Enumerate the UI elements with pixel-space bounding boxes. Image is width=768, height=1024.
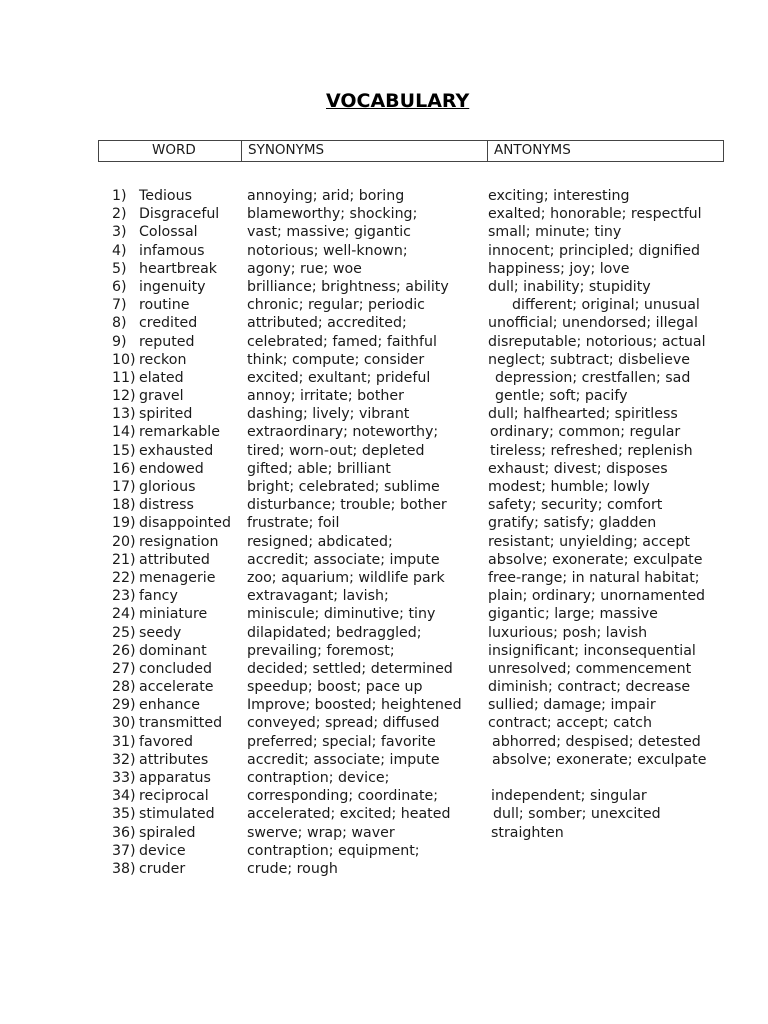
vocab-antonyms: neglect; subtract; disbelieve xyxy=(488,351,690,368)
header-word: WORD xyxy=(99,141,242,161)
vocab-word: menagerie xyxy=(139,569,216,586)
vocab-antonyms: innocent; principled; dignified xyxy=(488,242,701,259)
vocab-number: 36) xyxy=(112,824,136,841)
vocab-row xyxy=(0,187,768,205)
vocab-synonyms: crude; rough xyxy=(247,860,338,877)
vocab-synonyms: preferred; special; favorite xyxy=(247,733,436,750)
vocab-row xyxy=(0,351,768,369)
vocab-antonyms: gigantic; large; massive xyxy=(488,606,658,623)
vocab-row xyxy=(0,605,768,623)
vocab-word: credited xyxy=(139,315,198,332)
vocab-word: heartbreak xyxy=(139,260,217,277)
vocab-row xyxy=(0,587,768,605)
vocab-word: cruder xyxy=(139,860,186,877)
vocab-row xyxy=(0,296,768,314)
vocab-word: attributes xyxy=(139,751,209,768)
vocab-synonyms: extravagant; lavish; xyxy=(247,588,389,605)
vocab-number: 15) xyxy=(112,442,136,459)
column-header-table xyxy=(98,140,724,162)
vocab-row xyxy=(0,442,768,460)
vocab-antonyms: dull; inability; stupidity xyxy=(488,278,651,295)
vocab-antonyms: contract; accept; catch xyxy=(488,715,652,732)
vocab-number: 26) xyxy=(112,642,136,659)
vocab-synonyms: chronic; regular; periodic xyxy=(247,297,425,314)
vocab-synonyms: annoy; irritate; bother xyxy=(247,388,404,405)
vocab-word: reciprocal xyxy=(139,788,209,805)
vocab-number: 25) xyxy=(112,624,136,641)
vocab-number: 17) xyxy=(112,479,136,495)
vocab-row xyxy=(0,842,768,860)
vocab-number: 38) xyxy=(112,860,136,877)
vocab-synonyms: notorious; well-known; xyxy=(247,242,408,259)
vocabulary-list xyxy=(0,187,768,878)
vocab-word: Colossal xyxy=(139,224,198,241)
vocab-antonyms: sullied; damage; impair xyxy=(488,697,656,714)
header-antonyms: ANTONYMS xyxy=(494,142,571,158)
vocab-number: 33) xyxy=(112,770,136,786)
vocab-antonyms: ordinary; common; regular xyxy=(490,424,681,441)
vocab-row xyxy=(0,387,768,405)
vocab-antonyms: disreputable; notorious; actual xyxy=(488,333,706,350)
vocab-row xyxy=(0,860,768,878)
vocab-row xyxy=(0,460,768,478)
vocab-synonyms: speedup; boost; pace up xyxy=(247,679,423,696)
vocab-row xyxy=(0,787,768,805)
vocab-antonyms: dull; halfhearted; spiritless xyxy=(488,406,678,423)
vocab-synonyms: dashing; lively; vibrant xyxy=(247,406,410,423)
vocab-row xyxy=(0,824,768,842)
vocab-word: reputed xyxy=(139,333,195,350)
vocab-word: distress xyxy=(139,497,194,514)
vocab-number: 7) xyxy=(112,297,127,314)
vocab-word: concluded xyxy=(139,660,212,677)
vocab-word: glorious xyxy=(139,479,196,495)
vocab-row xyxy=(0,496,768,514)
vocab-synonyms: accredit; associate; impute xyxy=(247,751,440,768)
vocab-word: device xyxy=(139,842,186,859)
vocab-row xyxy=(0,405,768,423)
vocab-word: Tedious xyxy=(139,188,192,204)
vocab-number: 8) xyxy=(112,315,127,332)
vocab-antonyms: exalted; honorable; respectful xyxy=(488,206,702,223)
vocab-word: transmitted xyxy=(139,715,223,732)
vocab-number: 23) xyxy=(112,588,136,605)
vocab-row xyxy=(0,569,768,587)
vocab-antonyms: unofficial; unendorsed; illegal xyxy=(488,315,698,332)
vocab-synonyms: extraordinary; noteworthy; xyxy=(247,424,439,441)
vocab-antonyms: exciting; interesting xyxy=(488,188,630,204)
vocab-row xyxy=(0,805,768,823)
vocab-synonyms: agony; rue; woe xyxy=(247,260,362,277)
document-title: VOCABULARY xyxy=(326,90,470,112)
vocab-row xyxy=(0,696,768,714)
vocab-word: miniature xyxy=(139,606,208,623)
vocab-synonyms: annoying; arid; boring xyxy=(247,188,405,204)
vocab-synonyms: vast; massive; gigantic xyxy=(247,224,411,241)
vocab-word: resignation xyxy=(139,533,219,550)
vocab-number: 1) xyxy=(112,188,127,204)
vocab-synonyms: prevailing; foremost; xyxy=(247,642,395,659)
vocab-antonyms: diminish; contract; decrease xyxy=(488,679,691,696)
vocab-row xyxy=(0,533,768,551)
vocab-row xyxy=(0,478,768,496)
vocab-number: 16) xyxy=(112,460,136,477)
vocab-row xyxy=(0,333,768,351)
vocab-number: 20) xyxy=(112,533,136,550)
vocab-word: exhausted xyxy=(139,442,214,459)
vocab-number: 32) xyxy=(112,751,136,768)
vocab-number: 22) xyxy=(112,569,136,586)
vocab-row xyxy=(0,769,768,787)
vocab-synonyms: dilapidated; bedraggled; xyxy=(247,624,422,641)
vocab-word: fancy xyxy=(139,588,178,605)
vocab-number: 19) xyxy=(112,515,136,532)
vocab-antonyms: insignificant; inconsequential xyxy=(488,642,696,659)
vocab-antonyms: independent; singular xyxy=(491,788,647,805)
vocab-row xyxy=(0,642,768,660)
vocab-antonyms: free-range; in natural habitat; xyxy=(488,569,700,586)
vocab-number: 3) xyxy=(112,224,127,241)
vocab-number: 28) xyxy=(112,679,136,696)
vocab-word: apparatus xyxy=(139,770,211,786)
vocab-row xyxy=(0,423,768,441)
vocab-word: ingenuity xyxy=(139,278,206,295)
vocab-number: 12) xyxy=(112,388,136,405)
vocab-word: remarkable xyxy=(139,424,220,441)
vocab-antonyms: small; minute; tiny xyxy=(488,224,622,241)
vocab-antonyms: safety; security; comfort xyxy=(488,497,663,514)
vocab-number: 27) xyxy=(112,660,136,677)
vocab-number: 35) xyxy=(112,806,136,823)
vocab-row xyxy=(0,714,768,732)
vocab-number: 24) xyxy=(112,606,136,623)
vocab-row xyxy=(0,278,768,296)
vocab-antonyms: luxurious; posh; lavish xyxy=(488,624,648,641)
vocab-synonyms: celebrated; famed; faithful xyxy=(247,333,437,350)
vocab-row xyxy=(0,660,768,678)
vocab-antonyms: unresolved; commencement xyxy=(488,660,692,677)
vocab-antonyms: absolve; exonerate; exculpate xyxy=(488,551,703,568)
vocab-row xyxy=(0,624,768,642)
vocab-antonyms: exhaust; divest; disposes xyxy=(488,460,668,477)
vocab-antonyms: absolve; exonerate; exculpate xyxy=(492,751,707,768)
vocab-number: 37) xyxy=(112,842,136,859)
vocab-synonyms: think; compute; consider xyxy=(247,351,425,368)
vocab-row xyxy=(0,514,768,532)
vocab-word: endowed xyxy=(139,460,204,477)
vocab-row xyxy=(0,369,768,387)
vocab-number: 34) xyxy=(112,788,136,805)
vocab-number: 29) xyxy=(112,697,136,714)
vocab-synonyms: contraption; equipment; xyxy=(247,842,420,859)
vocab-antonyms: gratify; satisfy; gladden xyxy=(488,515,657,532)
vocab-row xyxy=(0,205,768,223)
vocab-synonyms: brilliance; brightness; ability xyxy=(247,278,449,295)
vocab-antonyms: different; original; unusual xyxy=(512,297,700,314)
vocab-number: 2) xyxy=(112,206,127,223)
vocab-antonyms: dull; somber; unexcited xyxy=(493,806,661,823)
vocab-row xyxy=(0,751,768,769)
vocab-synonyms: disturbance; trouble; bother xyxy=(247,497,447,514)
vocab-number: 5) xyxy=(112,260,127,277)
vocab-number: 18) xyxy=(112,497,136,514)
vocab-antonyms: happiness; joy; love xyxy=(488,260,630,277)
vocab-antonyms: resistant; unyielding; accept xyxy=(488,533,690,550)
vocab-word: gravel xyxy=(139,388,184,405)
vocab-word: Disgraceful xyxy=(139,206,220,223)
vocab-synonyms: tired; worn-out; depleted xyxy=(247,442,425,459)
vocab-antonyms: depression; crestfallen; sad xyxy=(495,369,691,386)
vocab-number: 11) xyxy=(112,369,136,386)
vocab-synonyms: attributed; accredited; xyxy=(247,315,407,332)
vocab-number: 13) xyxy=(112,406,136,423)
vocab-synonyms: accredit; associate; impute xyxy=(247,551,440,568)
vocab-word: accelerate xyxy=(139,679,214,696)
vocab-synonyms: miniscule; diminutive; tiny xyxy=(247,606,436,623)
header-synonyms: SYNONYMS xyxy=(242,141,488,161)
vocab-number: 6) xyxy=(112,278,127,295)
vocab-synonyms: zoo; aquarium; wildlife park xyxy=(247,569,445,586)
vocab-row xyxy=(0,242,768,260)
vocab-word: seedy xyxy=(139,624,182,641)
vocab-word: dominant xyxy=(139,642,207,659)
vocab-synonyms: blameworthy; shocking; xyxy=(247,206,418,223)
vocab-synonyms: gifted; able; brilliant xyxy=(247,460,391,477)
vocab-antonyms: abhorred; despised; detested xyxy=(492,733,701,750)
vocab-antonyms: gentle; soft; pacify xyxy=(495,388,628,405)
vocab-word: attributed xyxy=(139,551,210,568)
vocab-word: infamous xyxy=(139,242,205,259)
vocab-synonyms: accelerated; excited; heated xyxy=(247,806,451,823)
vocab-row xyxy=(0,551,768,569)
vocab-synonyms: conveyed; spread; diffused xyxy=(247,715,440,732)
vocab-number: 30) xyxy=(112,715,136,732)
vocab-synonyms: bright; celebrated; sublime xyxy=(247,479,440,495)
vocab-synonyms: resigned; abdicated; xyxy=(247,533,393,550)
vocab-word: spirited xyxy=(139,406,193,423)
vocab-number: 10) xyxy=(112,351,136,368)
vocab-synonyms: excited; exultant; prideful xyxy=(247,369,431,386)
vocab-antonyms: plain; ordinary; unornamented xyxy=(488,588,706,605)
vocab-number: 21) xyxy=(112,551,136,568)
vocab-row xyxy=(0,678,768,696)
vocab-antonyms: modest; humble; lowly xyxy=(488,479,650,495)
vocab-synonyms: Improve; boosted; heightened xyxy=(247,697,462,714)
vocab-synonyms: contraption; device; xyxy=(247,770,390,786)
vocab-word: favored xyxy=(139,733,194,750)
vocab-word: elated xyxy=(139,369,184,386)
vocab-row xyxy=(0,260,768,278)
vocab-number: 4) xyxy=(112,242,127,259)
vocab-word: reckon xyxy=(139,351,187,368)
vocab-synonyms: swerve; wrap; waver xyxy=(247,824,395,841)
vocab-word: spiraled xyxy=(139,824,196,841)
vocab-word: stimulated xyxy=(139,806,215,823)
vocab-word: enhance xyxy=(139,697,200,714)
vocab-word: disappointed xyxy=(139,515,231,532)
vocab-synonyms: decided; settled; determined xyxy=(247,660,453,677)
vocab-row xyxy=(0,733,768,751)
vocab-row xyxy=(0,314,768,332)
vocab-number: 9) xyxy=(112,333,127,350)
vocab-number: 31) xyxy=(112,733,136,750)
vocab-synonyms: frustrate; foil xyxy=(247,515,340,532)
vocab-antonyms: straighten xyxy=(491,824,564,841)
vocab-word: routine xyxy=(139,297,190,314)
vocab-row xyxy=(0,223,768,241)
vocab-synonyms: corresponding; coordinate; xyxy=(247,788,439,805)
vocab-number: 14) xyxy=(112,424,136,441)
vocab-antonyms: tireless; refreshed; replenish xyxy=(490,442,693,459)
